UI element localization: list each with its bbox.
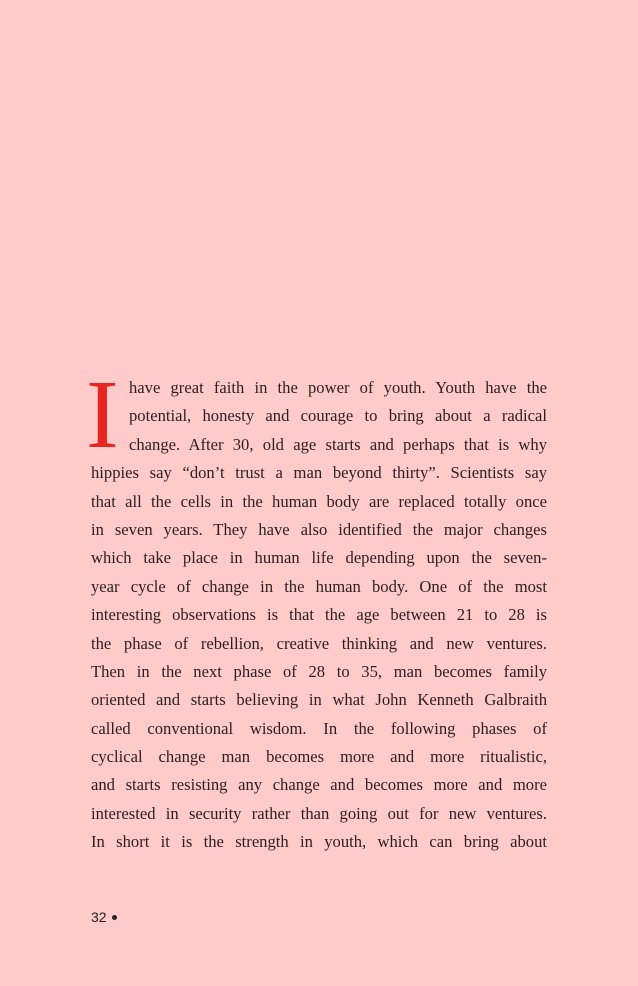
text-line: Then in the next phase of 28 to 35, man becomes family: [91, 661, 547, 681]
text-line: interesting observations is that the age between 21 to 28 is: [91, 605, 547, 625]
text-line: oriented and starts believing in what John Kenneth Galbraith: [91, 690, 547, 710]
text-line: in seven years. They have also identified the major changes: [91, 519, 547, 539]
bullet-icon: [112, 915, 117, 920]
text-line: called conventional wisdom. In the following phases of: [91, 718, 547, 738]
text-line: In short it is the strength in youth, which can bring about: [91, 832, 547, 852]
drop-cap: I: [86, 361, 119, 469]
text-line: that all the cells in the human body are replaced totally once: [91, 491, 547, 511]
page-number: 32: [91, 909, 107, 925]
text-line: the phase of rebellion, creative thinking and new ventures.: [91, 633, 547, 653]
page-footer: [91, 909, 117, 925]
text-line: interested in security rather than going out for new ventures.: [91, 803, 547, 823]
text-line: cyclical change man becomes more and more ritualistic,: [91, 747, 547, 767]
text-line: and starts resisting any change and becomes more and more: [91, 775, 547, 795]
text-line: hippies say “don’t trust a man beyond thirty”. Scientists say: [91, 463, 547, 483]
text-line: year cycle of change in the human body. One of the most: [91, 576, 547, 596]
text-line: change. After 30, old age starts and perhaps that is why: [129, 434, 547, 454]
text-line: which take place in human life depending upon the seven-: [91, 548, 547, 568]
text-line: have great faith in the power of youth. Youth have the: [129, 378, 547, 397]
body-paragraph: [86, 361, 547, 857]
text-line: potential, honesty and courage to bring about a radical: [129, 406, 547, 426]
